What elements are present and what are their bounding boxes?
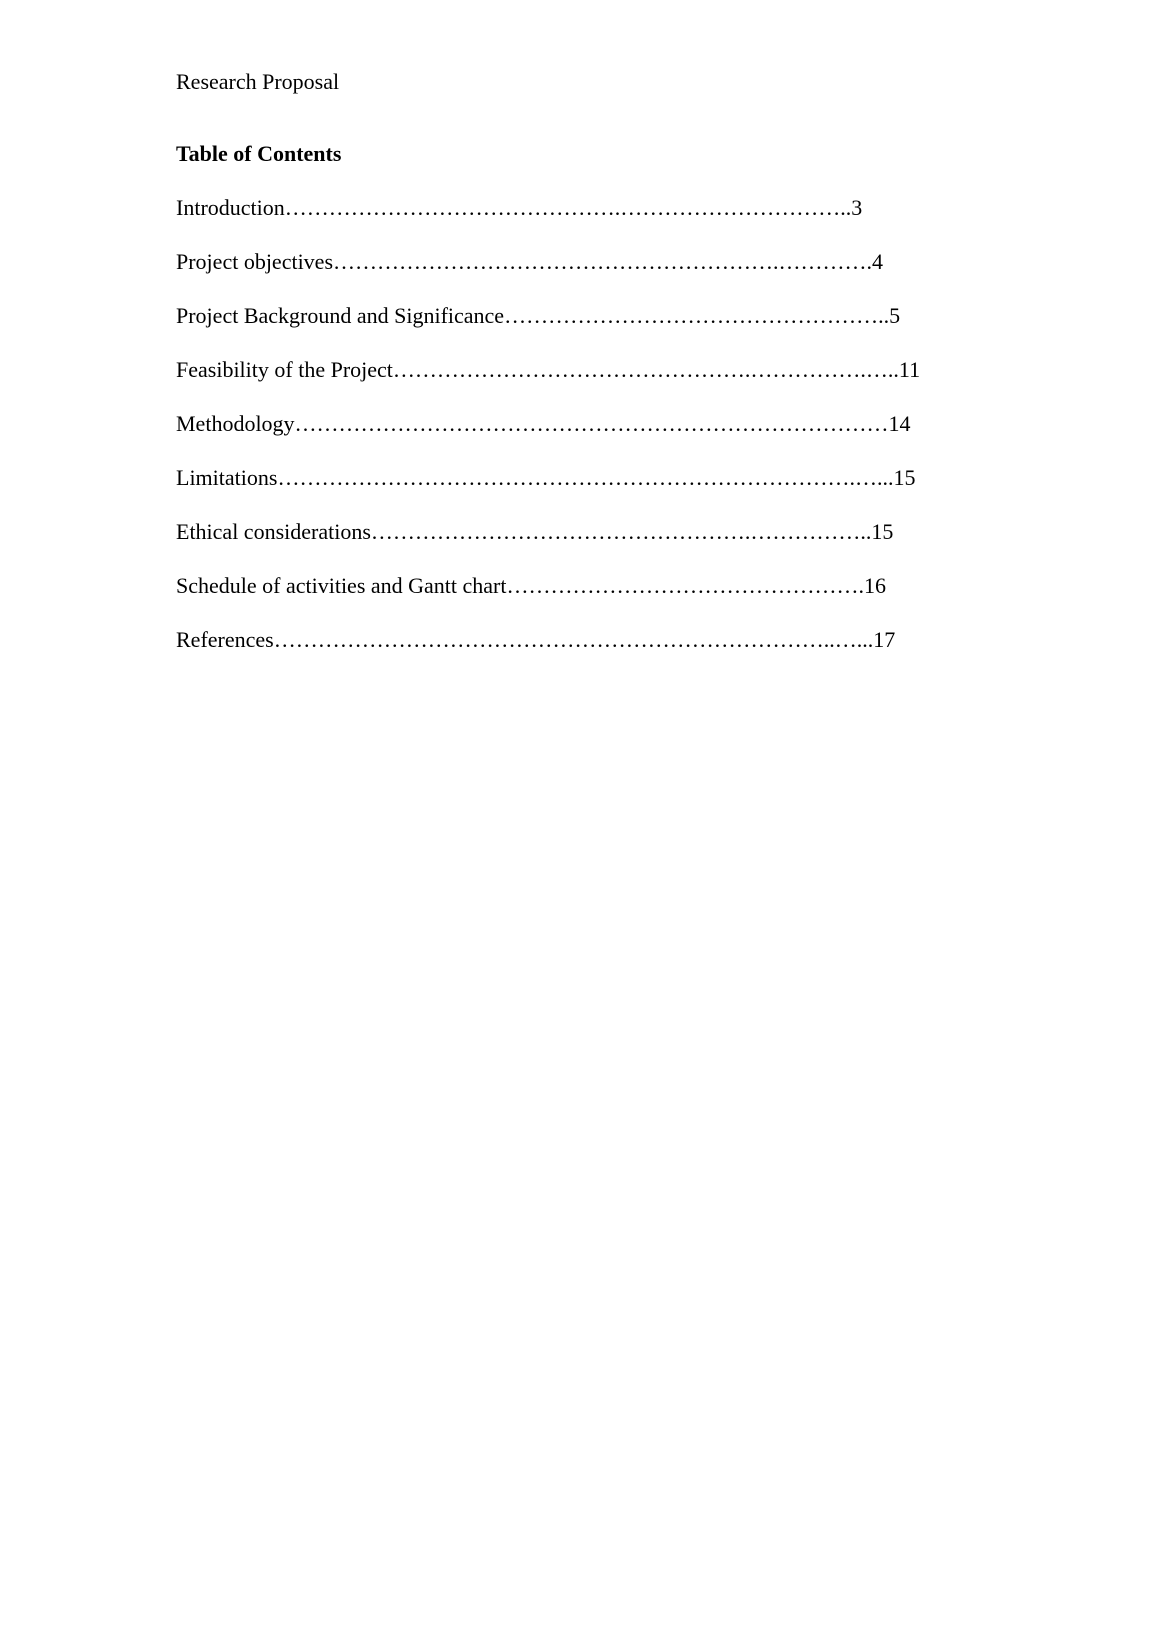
toc-entry-references: References…………………………………………………………………..…...17	[176, 627, 896, 652]
running-header: Research Proposal	[176, 69, 340, 94]
toc-entry-feasibility: Feasibility of the Project………………………………………….…………….…..11	[176, 357, 921, 382]
toc-entry-ethical-considerations: Ethical considerations…………………………………………….……………..15	[176, 519, 894, 544]
toc-entry-limitations: Limitations…………………………………………………………………….…...15	[176, 465, 916, 490]
toc-entry-methodology: Methodology………………………………………………………………………14	[176, 411, 911, 436]
toc-entry-project-objectives: Project objectives…………………………………………………….………….4	[176, 249, 884, 274]
toc-entry-background-significance: Project Background and Significance……………………………………………..5	[176, 303, 901, 328]
toc-entry-introduction: Introduction……………………………………….…………………………..3	[176, 195, 863, 220]
toc-heading: Table of Contents	[176, 141, 342, 166]
toc-entry-schedule-gantt: Schedule of activities and Gantt chart………………………………………….16	[176, 573, 886, 598]
toc-list	[176, 194, 920, 680]
